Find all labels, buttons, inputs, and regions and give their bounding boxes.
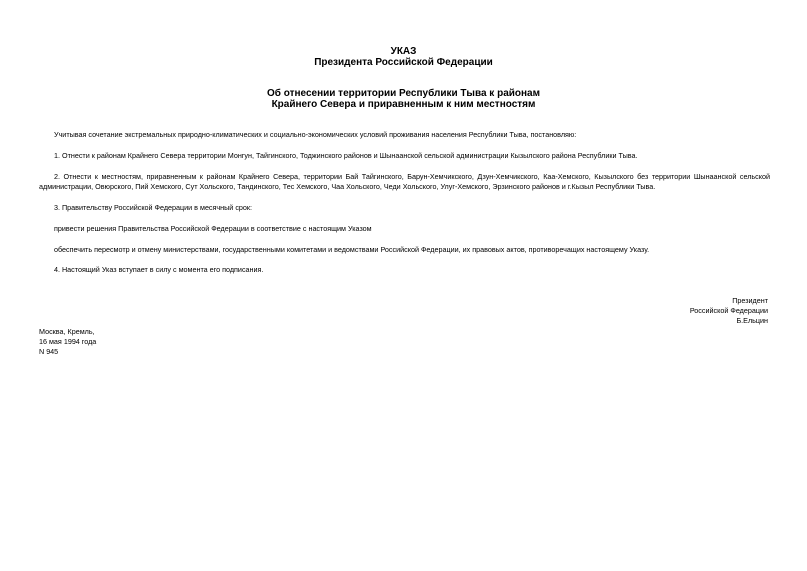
place-location: Москва, Кремль,	[39, 327, 95, 336]
signature-title: Президент	[732, 296, 768, 305]
signature-name: Б.Ельцин	[736, 316, 768, 325]
item-3-paragraph: 3. Правительству Российской Федерации в месячный срок:	[54, 203, 253, 212]
decree-title-line1: Об отнесении территории Республики Тыва к районам	[266, 88, 541, 99]
signature-block	[690, 296, 768, 326]
item-3b-paragraph: обеспечить пересмотр и отмену министерствами, государственными комитетами и ведомствами Российской Федерации, их правовых актов, противоречащих настоящему Указу.	[54, 245, 650, 254]
preamble-paragraph: Учитывая сочетание экстремальных природно-климатических и социально-экономических условий проживания населения Республики Тыва, постановляю:	[54, 130, 577, 139]
decree-type: УКАЗ	[390, 46, 417, 57]
item-3a-paragraph: привести решения Правительства Российской Федерации в соответствие с настоящим Указом	[54, 224, 372, 233]
place-date: 16 мая 1994 года	[39, 337, 97, 346]
item-1-paragraph: 1. Отнести к районам Крайнего Севера территории Монгун, Тайгинского, Тоджинского районов и Шынаанской сельской администрации Кызылского района Республики Тыва.	[54, 151, 638, 160]
decree-title-line2: Крайнего Севера и приравненным к ним местностям	[271, 99, 536, 110]
place-date-block	[39, 327, 96, 357]
item-2-paragraph: 2. Отнести к местностям, приравненным к районам Крайнего Севера, территории Бай Тайгинского, Барун-Хемчикского, Дзун-Хемчикского, Каа-Хемского, Кызылского без территории Шынаанской сельской администрации, Овюрского, Пий Хемского, Сут Хольского, Тандинского, Тес Хемского, Чаа Хольского, Чеди Хольского, Улуг-Хемского, Эрзинского районов и г.Кызыл Республики Тыва.	[39, 172, 770, 191]
document-number: N 945	[39, 347, 59, 356]
signature-country: Российской Федерации	[689, 306, 768, 315]
decree-title	[0, 88, 807, 110]
decree-heading	[0, 46, 807, 68]
decree-issuer: Президента Российской Федерации	[314, 57, 493, 68]
item-4-paragraph: 4. Настоящий Указ вступает в силу с момента его подписания.	[54, 265, 264, 274]
